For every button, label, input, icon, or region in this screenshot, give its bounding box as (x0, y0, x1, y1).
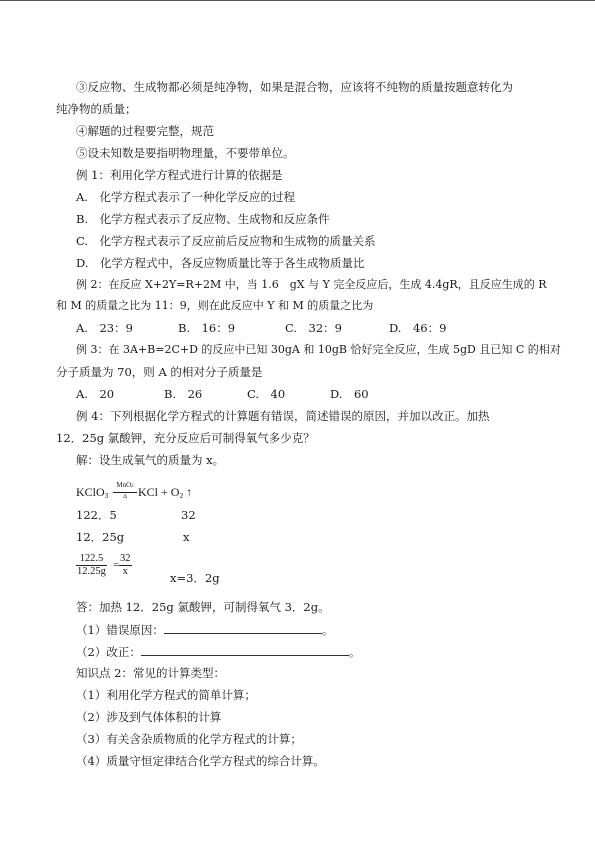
example-3-option-a: A. 20 (76, 387, 115, 401)
example-2-question: 例 2：在反应 X+2Y=R+2M 中，当 1.6 gX 与 Y 完全反应后，生成 4.4gR，且反应生成的 R (76, 278, 547, 291)
proportion-left-fraction: 122.5 12.25g (77, 553, 106, 577)
proportion-right-fraction: 32 x (120, 553, 131, 577)
example-2-option-d: D. 46：9 (389, 321, 447, 335)
rule-4: ④解题的过程要完整，规范 (76, 124, 214, 138)
calc-type-2: （2）涉及到气体体积的计算 (76, 710, 222, 724)
rule-3: ③反应物、生成物都必须是纯净物，如果是混合物，应该将不纯物的质量按题意转化为 (76, 80, 513, 94)
given-mass: 12．25g (76, 530, 125, 544)
example-3-option-c: C. 40 (247, 387, 286, 401)
error-reason-line: （1）错误原因： 。 (76, 623, 334, 637)
rule-3-cont: 纯净物的质量； (56, 102, 137, 116)
error-reason-blank[interactable] (164, 622, 322, 634)
example-3-option-d: D. 60 (330, 387, 369, 401)
example-1-option-c: C. 化学方程式表示了反应前后反应物和生成物的质量关系 (76, 234, 376, 248)
unknown-mass: x (183, 530, 190, 544)
correction-blank[interactable] (141, 644, 349, 656)
example-1-option-d: D. 化学方程式中，各反应物质量比等于各生成物质量比 (76, 256, 365, 270)
example-2-question-cont: 和 M 的质量之比为 11：9，则在此反应中 Y 和 M 的质量之比为 (56, 299, 374, 312)
molar-mass-oxygen: 32 (181, 508, 196, 522)
answer: 答：加热 12．25g 氯酸钾，可制得氧气 3．2g。 (76, 600, 330, 614)
gas-arrow-icon: ↑ (186, 485, 193, 499)
page-top-border (0, 0, 595, 1)
equation-reactant: KClO$_3$ (76, 485, 109, 500)
result-x: x=3．2g (170, 571, 220, 585)
example-1-option-a: A. 化学方程式表示了一种化学反应的过程 (76, 190, 295, 204)
solution-setup: 解：设生成氧气的质量为 x。 (76, 453, 225, 467)
calc-type-4: （4）质量守恒定律结合化学方程式的综合计算。 (76, 754, 325, 768)
example-3-option-b: B. 26 (164, 387, 203, 401)
equation-reaction-line (113, 492, 137, 493)
example-1-question: 例 1：利用化学方程式进行计算的依据是 (76, 168, 283, 182)
example-4-question-cont: 12．25g 氯酸钾，充分反应后可制得氧气多少克？ (56, 431, 315, 445)
error-reason-label: （1）错误原因： (76, 623, 164, 637)
example-1-option-b: B. 化学方程式表示了反应物、生成物和反应条件 (76, 212, 330, 226)
calc-type-1: （1）利用化学方程式的简单计算； (76, 688, 256, 702)
equation-products: KCl + $O_2$ ↑ (138, 485, 193, 500)
equation-condition: MnO2 Δ (113, 481, 137, 500)
rule-5: ⑤设未知数是要指明物理量，不要带单位。 (76, 146, 295, 160)
example-2-option-b: B. 16：9 (178, 321, 236, 335)
example-3-question: 例 3：在 3A+B=2C+D 的反应中已知 30gA 和 10gB 恰好完全反应，生成 5gD 且已知 C 的相对 (76, 343, 561, 356)
example-3-question-cont: 分子质量为 70，则 A 的相对分子质量是 (56, 365, 263, 379)
calc-type-3: （3）有关含杂质物质的化学方程式的计算； (76, 732, 302, 746)
proportion-equals: = (113, 559, 120, 571)
example-2-option-a: A. 23：9 (76, 321, 133, 335)
molar-mass-reactant: 122．5 (76, 508, 117, 522)
correction-line: （2）改正： 。 (76, 645, 361, 659)
example-4-question: 例 4：下列根据化学方程式的计算题有错误，简述错误的原因，并加以改正。加热 (76, 409, 490, 423)
knowledge-point-2: 知识点 2：常见的计算类型： (76, 666, 225, 680)
example-2-option-c: C. 32：9 (285, 321, 342, 335)
correction-label: （2）改正： (76, 645, 141, 659)
